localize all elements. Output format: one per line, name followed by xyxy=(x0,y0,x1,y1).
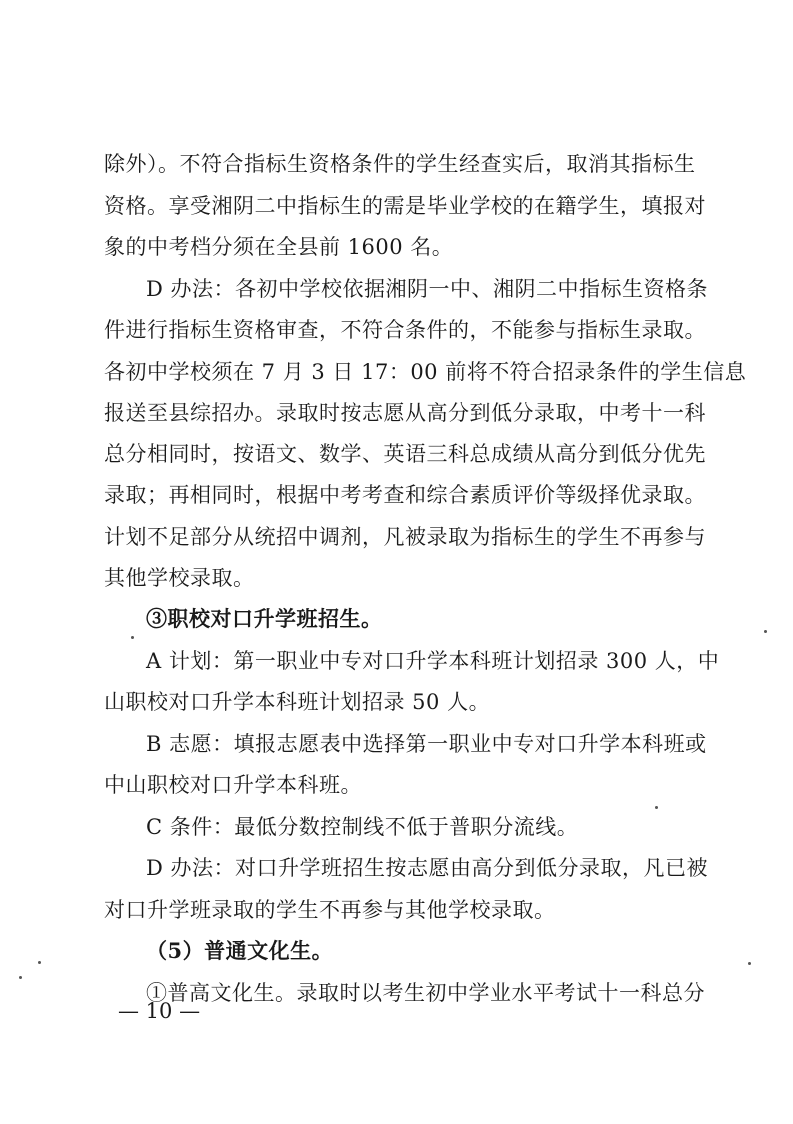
text-line: A 计划：第一职业中专对口升学本科班计划招录 300 人，中 xyxy=(146,649,720,673)
text-line: 其他学校录取。 xyxy=(104,566,255,590)
text-line: 象的中考档分须在全县前 1600 名。 xyxy=(104,235,454,259)
section-heading: （5）普通文化生。 xyxy=(146,938,334,963)
text-line: 录取；再相同时，根据中考考查和综合素质评价等级择优录取。 xyxy=(104,483,706,507)
scan-speck xyxy=(19,976,22,979)
text-line: 各初中学校须在 7 月 3 日 17：00 前将不符合招录条件的学生信息 xyxy=(104,360,747,384)
scan-speck xyxy=(764,630,767,633)
text-line: 中山职校对口升学本科班。 xyxy=(104,773,362,797)
scan-speck xyxy=(748,962,751,965)
scan-speck xyxy=(131,636,134,639)
scan-speck xyxy=(38,961,41,964)
text-line: D 办法：各初中学校依据湘阴一中、湘阴二中指标生资格条 xyxy=(146,277,709,301)
text-line: 件进行指标生资格审查，不符合条件的，不能参与指标生录取。 xyxy=(104,318,706,342)
text-line: 报送至县综招办。录取时按志愿从高分到低分录取，中考十一科 xyxy=(104,401,706,425)
text-line: C 条件：最低分数控制线不低于普职分流线。 xyxy=(146,815,579,839)
page-number: — 10 — xyxy=(118,999,201,1023)
text-line: 山职校对口升学本科班计划招录 50 人。 xyxy=(104,690,491,714)
scan-speck xyxy=(655,806,658,809)
text-line: D 办法：对口升学班招生按志愿由高分到低分录取，凡已被 xyxy=(146,856,709,880)
text-line: 对口升学班录取的学生不再参与其他学校录取。 xyxy=(104,898,556,922)
text-line: B 志愿：填报志愿表中选择第一职业中专对口升学本科班或 xyxy=(146,732,707,756)
text-line: ①普高文化生。录取时以考生初中学业水平考试十一科总分 xyxy=(146,981,705,1005)
text-line: 资格。享受湘阴二中指标生的需是毕业学校的在籍学生，填报对 xyxy=(104,194,706,218)
text-line: 除外）。不符合指标生资格条件的学生经查实后，取消其指标生 xyxy=(104,152,696,176)
text-line: 计划不足部分从统招中调剂，凡被录取为指标生的学生不再参与 xyxy=(104,525,706,549)
section-heading: ③职校对口升学班招生。 xyxy=(146,606,383,631)
text-line: 总分相同时，按语文、数学、英语三科总成绩从高分到低分优先 xyxy=(104,442,706,466)
